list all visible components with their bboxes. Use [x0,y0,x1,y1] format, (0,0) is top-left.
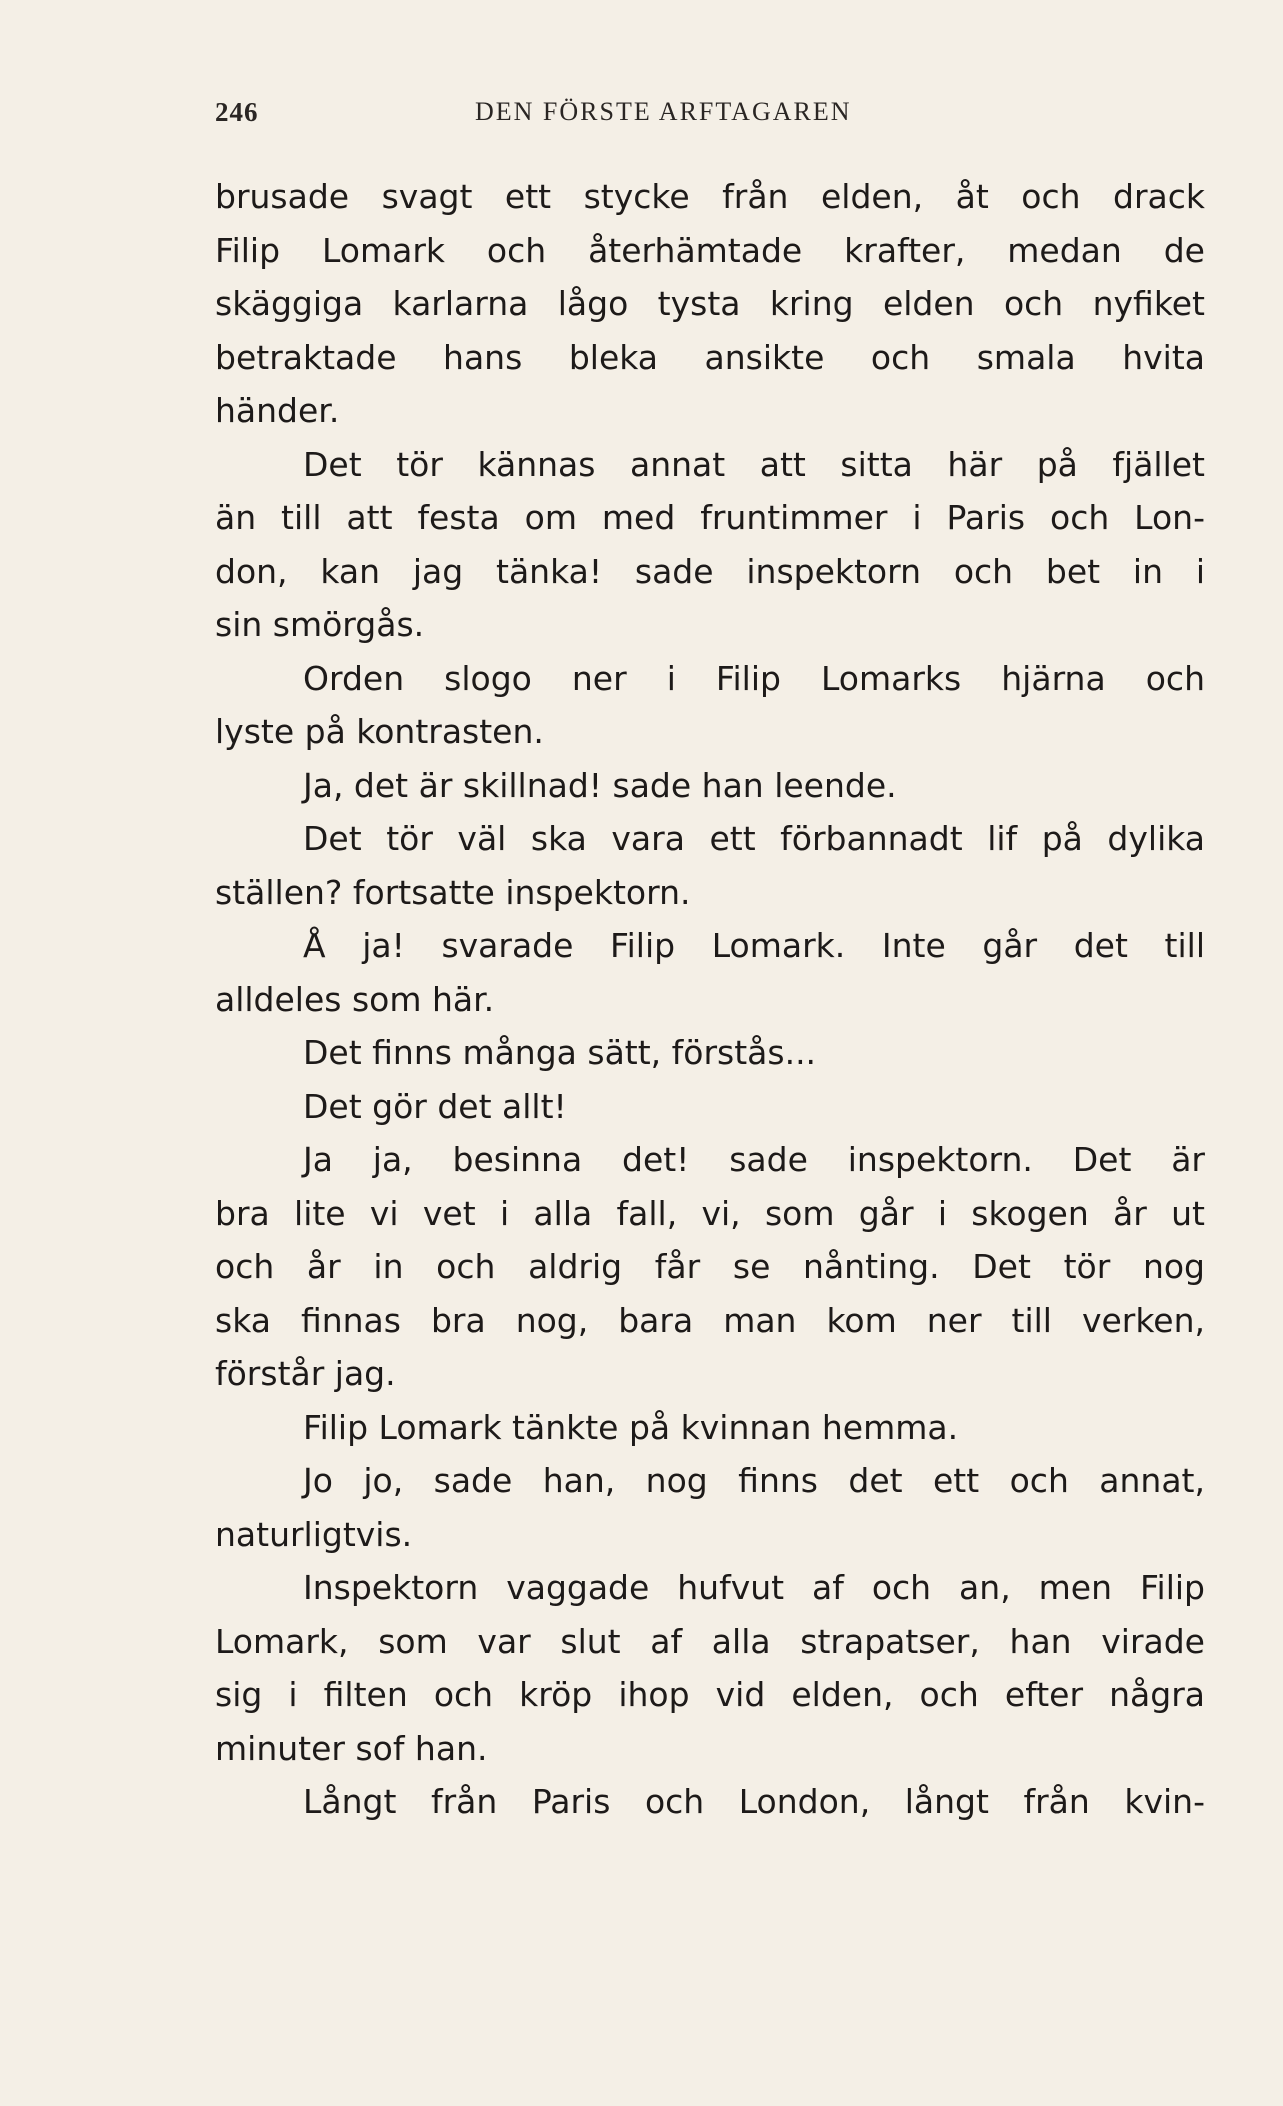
text-line: bra lite vi vet i alla fall, vi, som går i skogen år ut [215,1193,1205,1233]
text-line: skäggiga karlarna lågo tysta kring elden och nyfiket [215,284,1205,323]
text-line: Det tör väl ska vara ett förbannadt lif på dylika [303,819,1205,858]
body-text [215,170,1205,1829]
text-line: och år in och aldrig får se nånting. Det tör nog [215,1247,1205,1286]
page-number: 246 [215,97,259,127]
text-line: Det tör kännas annat att sitta här på fjället [303,444,1205,484]
text-line: Ja ja, besinna det! sade inspektorn. Det är [303,1140,1205,1179]
text-line: förstår jag. [215,1354,396,1393]
text-line: Lomark, som var slut af alla strapatser, han virade [215,1621,1205,1661]
text-line: Orden slogo ner i Filip Lomarks hjärna och [303,658,1205,698]
text-line: ställen? fortsatte inspektorn. [215,872,691,912]
text-line: Jo jo, sade han, nog finns det ett och annat, [303,1461,1205,1500]
running-head: DEN FÖRSTE ARFTAGAREN [475,97,852,126]
text-line: Ja, det är skillnad! sade han leende. [303,765,897,805]
text-line: händer. [215,391,340,430]
text-line: sig i filten och kröp ihop vid elden, och efter några [215,1675,1205,1714]
text-line: ska finnas bra nog, bara man kom ner till verken, [215,1300,1205,1340]
text-line: Det gör det allt! [303,1086,567,1126]
text-line: sin smörgås. [215,605,425,644]
text-line: Det finns många sätt, förstås... [303,1033,817,1072]
text-line: Långt från Paris och London, långt från kvin- [303,1782,1205,1821]
page-header [215,97,945,137]
text-line: Å ja! svarade Filip Lomark. Inte går det till [303,926,1205,965]
text-line: Inspektorn vaggade hufvut af och an, men Filip [303,1568,1205,1607]
text-line: lyste på kontrasten. [215,712,544,751]
text-line: don, kan jag tänka! sade inspektorn och bet in i [215,551,1205,591]
text-line: än till att festa om med fruntimmer i Paris och Lon- [215,498,1205,537]
text-line: alldeles som här. [215,979,495,1019]
text-line: Filip Lomark tänkte på kvinnan hemma. [303,1407,959,1447]
text-line: Filip Lomark och återhämtade krafter, medan de [215,230,1205,270]
text-line: naturligtvis. [215,1514,413,1554]
text-line: betraktade hans bleka ansikte och smala hvita [215,337,1205,377]
text-line: brusade svagt ett stycke från elden, åt och drack [215,177,1205,216]
text-line: minuter sof han. [215,1728,488,1768]
